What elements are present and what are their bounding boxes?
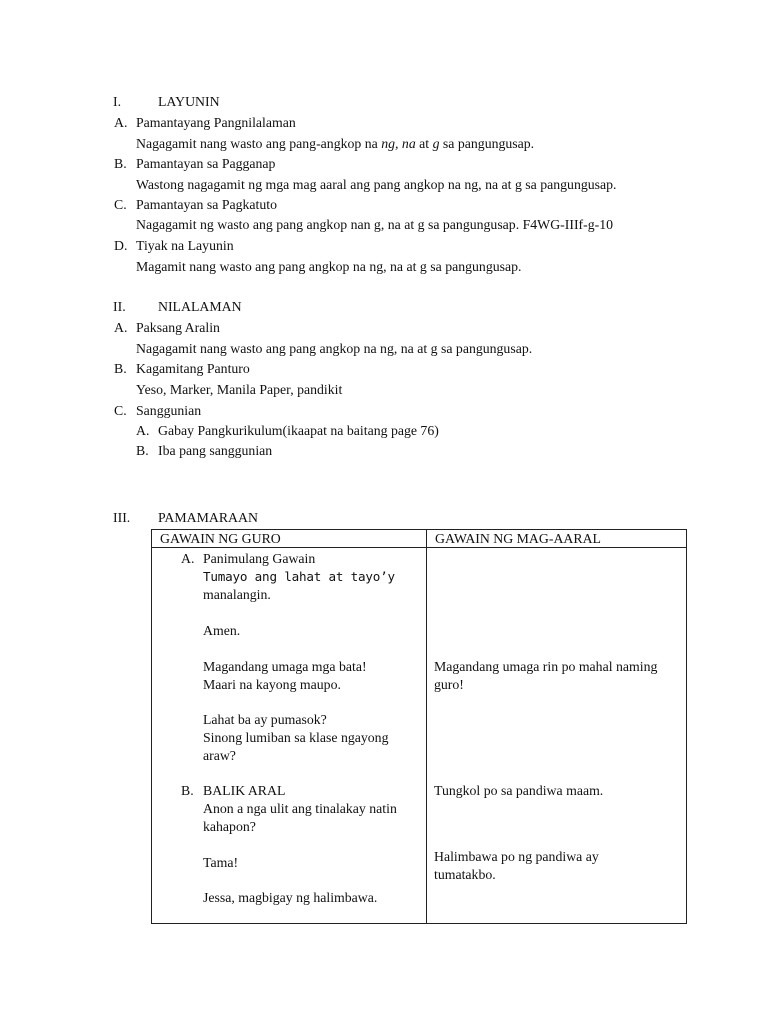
- student-line: Tungkol po sa pandiwa maam.: [434, 783, 604, 798]
- teacher-line: araw?: [203, 748, 236, 763]
- item-marker: A.: [114, 320, 128, 335]
- teacher-line: Sinong lumiban sa klase ngayong: [203, 730, 389, 745]
- step-heading: Panimulang Gawain: [203, 551, 316, 566]
- item-detail: Nagagamit nang wasto ang pang angkop na ng, na at g sa pangungusap.: [136, 341, 533, 356]
- step-marker: B.: [181, 783, 194, 798]
- item-marker: D.: [114, 238, 128, 253]
- section-title: PAMAMARAAN: [158, 510, 258, 525]
- teacher-line: Lahat ba ay pumasok?: [203, 712, 327, 727]
- subitem-text: Gabay Pangkurikulum(ikaapat na baitang page 76): [158, 423, 439, 438]
- item-heading: Pamantayan sa Pagganap: [136, 156, 276, 171]
- teacher-line: kahapon?: [203, 819, 256, 834]
- student-activities-cell: [427, 548, 687, 924]
- subitem-marker: A.: [136, 423, 150, 438]
- section-numeral: I.: [113, 94, 122, 109]
- teacher-activities-cell: [152, 548, 427, 924]
- detail-text: sa pangungusap.: [439, 136, 535, 151]
- item-marker: C.: [114, 197, 127, 212]
- table-row: [152, 548, 687, 924]
- detail-italic: g: [432, 136, 440, 151]
- teacher-line: Tumayo ang lahat at tayo’y: [203, 569, 395, 584]
- item-detail: Yeso, Marker, Manila Paper, pandikit: [136, 382, 343, 397]
- section-title: LAYUNIN: [158, 94, 220, 109]
- item-heading: Pamantayan sa Pagkatuto: [136, 197, 278, 212]
- step-marker: A.: [181, 551, 195, 566]
- item-heading: Kagamitang Panturo: [136, 361, 250, 376]
- teacher-line: Amen.: [203, 623, 241, 638]
- item-detail: Nagagamit ng wasto ang pang angkop nan g, na at g sa pangungusap. F4WG-IIIf-g-10: [136, 217, 614, 232]
- item-marker: B.: [114, 156, 127, 171]
- item-heading: Sanggunian: [136, 403, 202, 418]
- student-line: Magandang umaga rin po mahal naming: [434, 659, 658, 674]
- section-numeral: III.: [113, 510, 131, 525]
- step-heading: BALIK ARAL: [203, 783, 286, 798]
- item-detail: Magamit nang wasto ang pang angkop na ng, na at g sa pangungusap.: [136, 259, 522, 274]
- item-marker: B.: [114, 361, 127, 376]
- teacher-line: manalangin.: [203, 587, 271, 602]
- teacher-line: Tama!: [203, 855, 239, 870]
- item-marker: A.: [114, 115, 128, 130]
- student-line: tumatakbo.: [434, 867, 496, 882]
- teacher-line: Maari na kayong maupo.: [203, 677, 341, 692]
- teacher-line: Anon a nga ulit ang tinalakay natin: [203, 801, 397, 816]
- teacher-column-header: GAWAIN NG GURO: [152, 530, 427, 548]
- item-marker: C.: [114, 403, 127, 418]
- item-heading: Paksang Aralin: [136, 320, 220, 335]
- procedure-table: [151, 529, 687, 924]
- section-title: NILALAMAN: [158, 299, 242, 314]
- teacher-line: Magandang umaga mga bata!: [203, 659, 367, 674]
- subitem-marker: B.: [136, 443, 149, 458]
- subitem-text: Iba pang sanggunian: [158, 443, 273, 458]
- item-heading: Pamantayang Pangnilalaman: [136, 115, 296, 130]
- item-detail: Wastong nagagamit ng mga mag aaral ang pang angkop na ng, na at g sa pangungusap.: [136, 177, 617, 192]
- table-header-row: [152, 530, 687, 548]
- detail-italic: ng, na: [381, 136, 416, 151]
- detail-text: at: [415, 136, 433, 151]
- item-detail: [136, 135, 534, 152]
- detail-text: Nagagamit nang wasto ang pang-angkop na: [136, 136, 382, 151]
- student-line: Halimbawa po ng pandiwa ay: [434, 849, 599, 864]
- item-heading: Tiyak na Layunin: [136, 238, 234, 253]
- teacher-line: Jessa, magbigay ng halimbawa.: [203, 890, 378, 905]
- student-column-header: GAWAIN NG MAG-AARAL: [427, 530, 687, 548]
- student-line: guro!: [434, 677, 464, 692]
- section-numeral: II.: [113, 299, 126, 314]
